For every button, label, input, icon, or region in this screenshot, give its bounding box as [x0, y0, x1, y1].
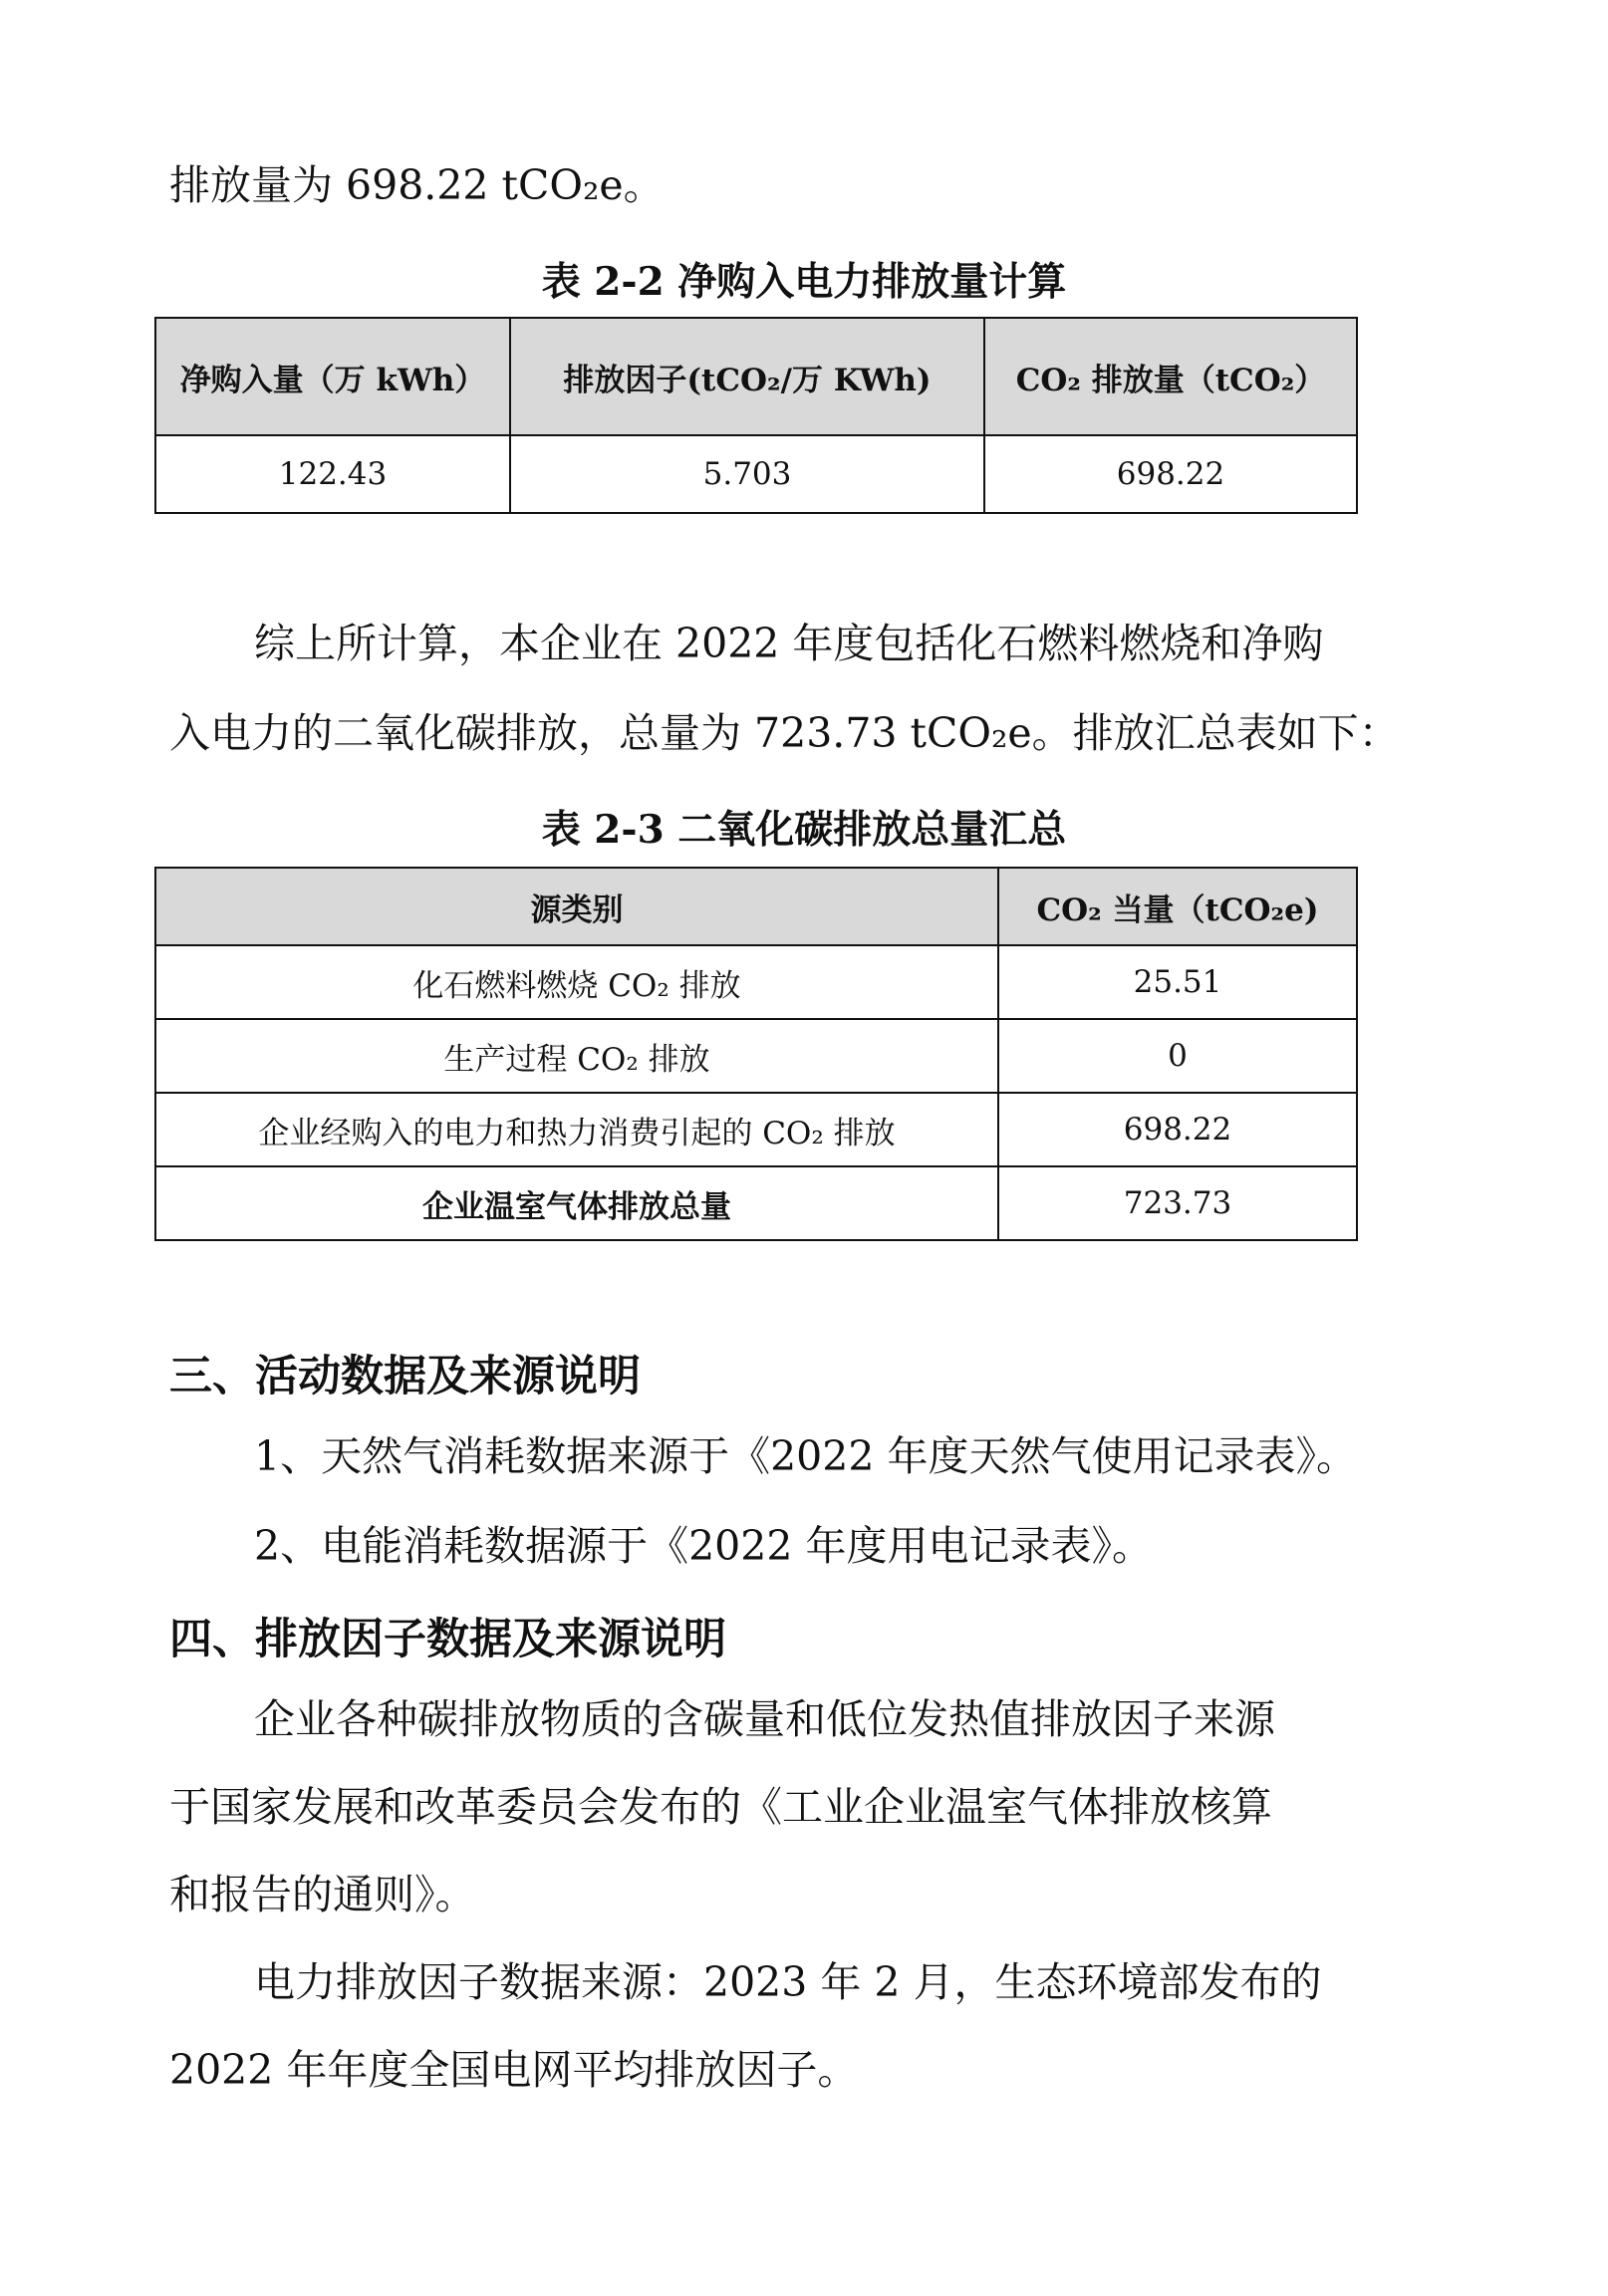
table-2-2-caption: 表 2-2 净购入电力排放量计算 [541, 259, 1067, 305]
section-3-item: 1、天然气消耗数据来源于《2022 年度天然气使用记录表》。 [254, 1432, 1357, 1480]
section-4-paragraph-line: 企业各种碳排放物质的含碳量和低位发热值排放因子来源 [254, 1695, 1275, 1743]
table-2-3-cell: 生产过程 CO₂ 排放 [155, 1019, 998, 1093]
table-2-3 [154, 867, 1358, 1241]
table-2-3-cell: 企业经购入的电力和热力消费引起的 CO₂ 排放 [155, 1093, 998, 1166]
section-3-title: 三、活动数据及来源说明 [169, 1352, 641, 1402]
table-2-2-header: 净购入量（万 kWh） [155, 318, 510, 435]
paragraph-emission-result: 排放量为 698.22 tCO₂e。 [169, 161, 665, 209]
table-2-2-header: 排放因子(tCO₂/万 KWh) [510, 318, 984, 435]
summary-paragraph-line: 综上所计算，本企业在 2022 年度包括化石燃料燃烧和净购 [254, 620, 1324, 667]
section-3-item: 2、电能消耗数据源于《2022 年度用电记录表》。 [254, 1522, 1153, 1570]
section-4-title: 四、排放因子数据及来源说明 [169, 1615, 726, 1664]
table-2-3-caption: 表 2-3 二氧化碳排放总量汇总 [541, 807, 1067, 853]
table-2-3-cell: 698.22 [998, 1093, 1357, 1166]
table-2-2-cell: 5.703 [510, 435, 984, 513]
section-4-paragraph-line: 和报告的通则》。 [169, 1871, 476, 1918]
section-4-paragraph-line: 电力排放因子数据来源：2023 年 2 月，生态环境部发布的 [254, 1958, 1322, 2006]
table-2-3-cell: 0 [998, 1019, 1357, 1093]
table-2-3-cell: 25.51 [998, 945, 1357, 1019]
table-2-2 [154, 317, 1358, 514]
section-4-paragraph-line: 2022 年年度全国电网平均排放因子。 [169, 2046, 859, 2094]
table-2-2-header: CO₂ 排放量（tCO₂） [984, 318, 1357, 435]
table-2-3-cell: 723.73 [998, 1166, 1357, 1240]
table-2-3-header: CO₂ 当量（tCO₂e) [998, 868, 1357, 945]
table-2-2-cell: 698.22 [984, 435, 1357, 513]
table-2-3-cell: 企业温室气体排放总量 [155, 1166, 998, 1240]
table-2-2-cell: 122.43 [155, 435, 510, 513]
table-2-3-cell: 化石燃料燃烧 CO₂ 排放 [155, 945, 998, 1019]
table-2-3-header: 源类别 [155, 868, 998, 945]
summary-paragraph-line: 入电力的二氧化碳排放，总量为 723.73 tCO₂e。排放汇总表如下： [169, 709, 1400, 757]
section-4-paragraph-line: 于国家发展和改革委员会发布的《工业企业温室气体排放核算 [169, 1783, 1272, 1831]
